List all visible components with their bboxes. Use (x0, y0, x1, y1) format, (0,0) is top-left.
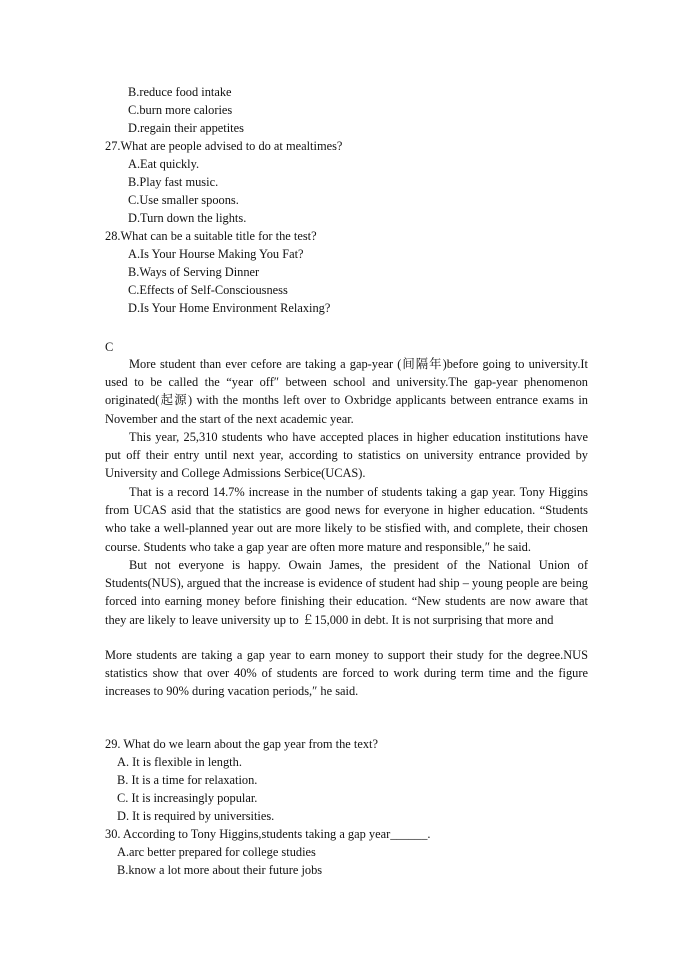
q29-option-d: D. It is required by universities. (117, 809, 275, 823)
passage-paragraph-3 (105, 483, 588, 556)
q26-option-d: D.regain their appetites (128, 121, 244, 135)
passage-paragraph-4 (105, 556, 588, 629)
passage-continuation: More students are taking a gap year to earn money to support their study for the degree.NUS statistics show that over 40% of students are forced to work during term time and the figure increases to 90% during vacation periods,″ he said. (105, 648, 588, 699)
passage-paragraph-3-text: That is a record 14.7% increase in the number of students taking a gap year. Tony Higgins from UCAS asid that the statistics are good news for everyone in higher education. “Students who take a well-planned year out are more likely to be stisfied with, and complete, their chosen course. Students who take a gap year are often more mature and responsible,″ he said. (105, 485, 588, 554)
q26-option-c: C.burn more calories (128, 103, 233, 117)
q28-option-d: D.Is Your Home Environment Relaxing? (128, 301, 331, 315)
q28-option-c: C.Effects of Self-Consciousness (128, 283, 288, 297)
q30-question: 30. According to Tony Higgins,students taking a gap year______. (105, 827, 431, 841)
passage-paragraph-2-text: This year, 25,310 students who have accepted places in higher education institutions have put off their entry until next year, according to statistics on university entrance provided by University and College Admissions Serbice(UCAS). (105, 430, 588, 481)
q30-option-a: A.arc better prepared for college studies (117, 845, 316, 859)
passage-paragraph-4-text: But not everyone is happy. Owain James, the president of the National Union of Students(NUS), argued that the increase is evidence of student had ship – young people are being forced into earning money before finishing their education. “New students are now aware that they are likely to leave university up to ￡15,000 in debt. It is not surprising that more and (105, 558, 588, 627)
passage-paragraph-2 (105, 428, 588, 483)
q27-option-c: C.Use smaller spoons. (128, 193, 239, 207)
q27-option-d: D.Turn down the lights. (128, 211, 247, 225)
q29-option-c: C. It is increasingly popular. (117, 791, 258, 805)
q26-option-b: B.reduce food intake (128, 85, 232, 99)
q29-question: 29. What do we learn about the gap year from the text? (105, 737, 378, 751)
passage-paragraph-1 (105, 355, 588, 428)
q28-option-a: A.Is Your Hourse Making You Fat? (128, 247, 304, 261)
q30-option-b: B.know a lot more about their future jobs (117, 863, 323, 877)
q29-option-a: A. It is flexible in length. (117, 755, 242, 769)
section-label: C (105, 340, 114, 354)
q28-option-b: B.Ways of Serving Dinner (128, 265, 260, 279)
q29-option-b: B. It is a time for relaxation. (117, 773, 258, 787)
q27-option-b: B.Play fast music. (128, 175, 219, 189)
q27-question: 27.What are people advised to do at mealtimes? (105, 139, 343, 153)
passage-paragraph-1-text: More student than ever cefore are taking a gap-year (间隔年)before going to university.It used to be called the “year off″ between school and university.The gap-year phenomenon originated(起源) with the months left over to Oxbridge applicants between entrance exams in November and the start of the next academic year. (105, 357, 588, 426)
q27-option-a: A.Eat quickly. (128, 157, 200, 171)
q28-question: 28.What can be a suitable title for the test? (105, 229, 317, 243)
